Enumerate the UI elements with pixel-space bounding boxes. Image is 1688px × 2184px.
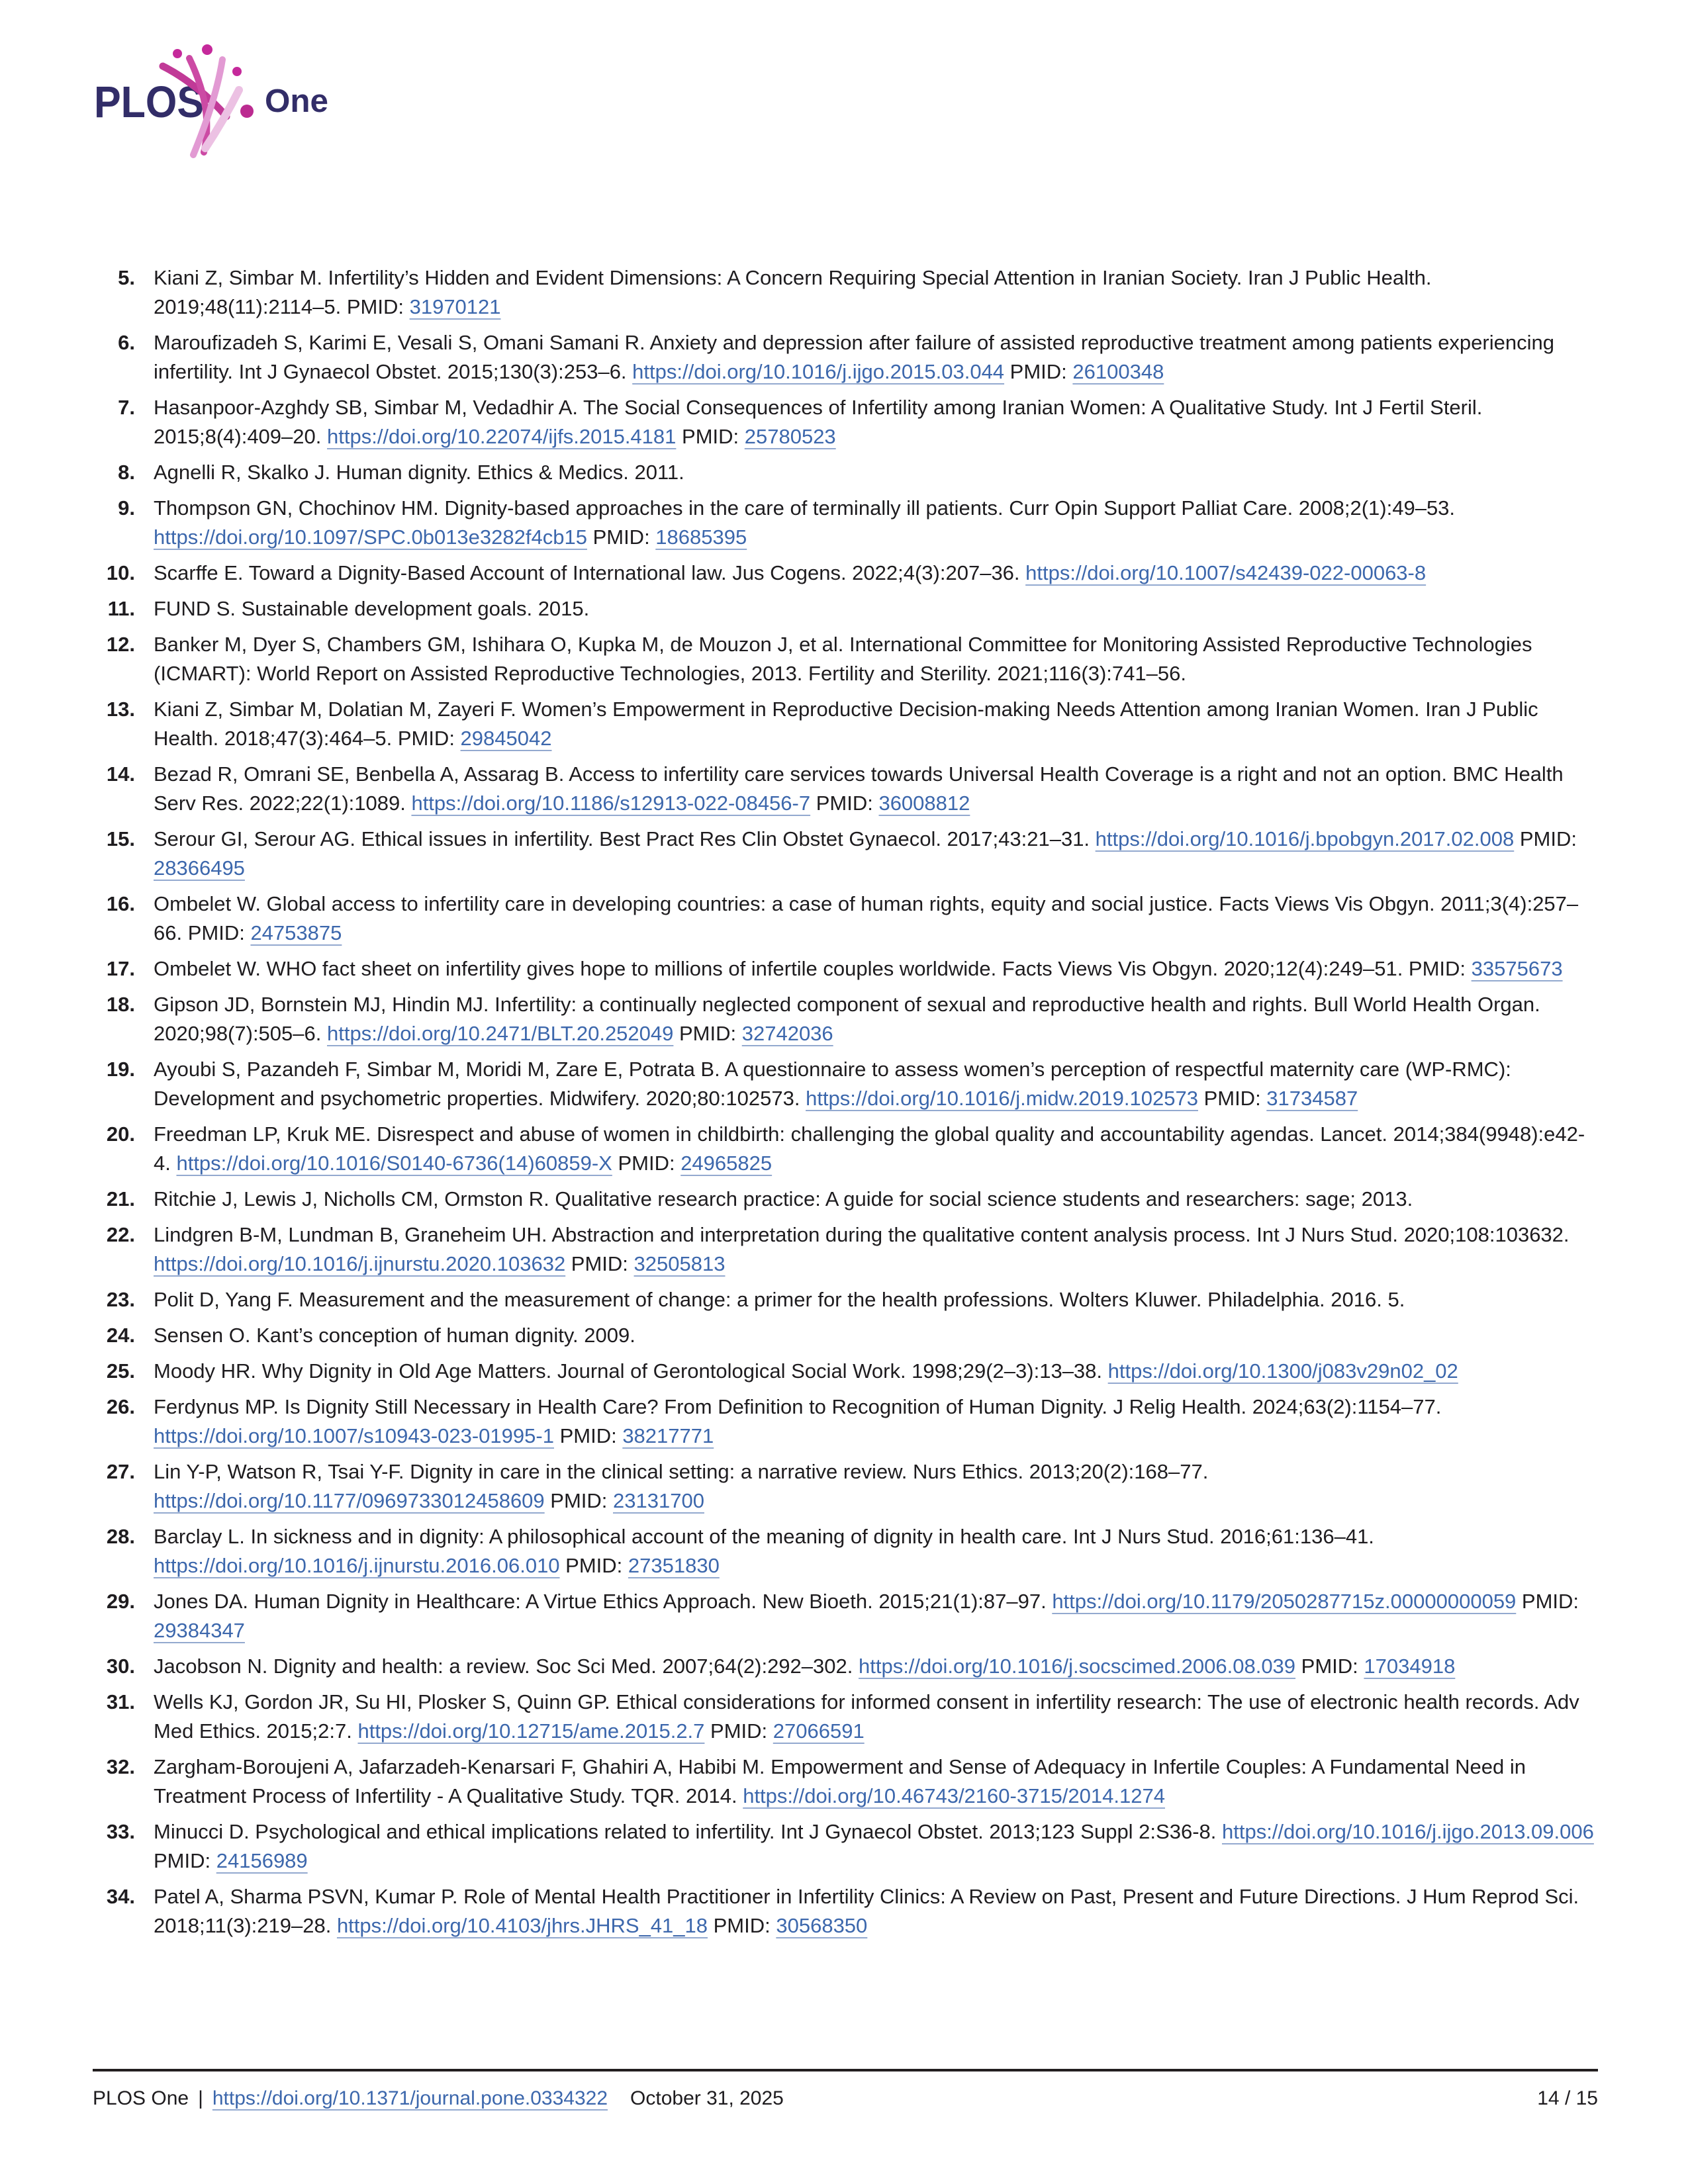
reference-link[interactable]: https://doi.org/10.22074/ijfs.2015.4181 [327,425,677,448]
reference-number: 18. [106,993,135,1016]
reference-link[interactable]: https://doi.org/10.1300/j083v29n02_02 [1107,1359,1458,1383]
reference-link[interactable]: 18685395 [655,525,747,549]
reference-item [93,1817,1598,1876]
reference-link[interactable]: 36008812 [878,792,970,815]
reference-item [93,1055,1598,1113]
reference-item [93,1285,1598,1314]
reference-link[interactable]: https://doi.org/10.1016/S0140-6736(14)60859-X [176,1152,612,1175]
reference-text-segment: Bezad R, Omrani SE, Benbella A, Assarag B. Access to infertility care services towards Universal Health Coverage is a right and not an option. BMC Health Serv Res. 2022;22(1):1089. [154,762,1564,815]
reference-item [93,954,1598,983]
reference-number: 21. [106,1187,135,1210]
reference-number: 31. [106,1690,135,1713]
reference-text-segment: Polit D, Yang F. Measurement and the measurement of change: a primer for the health professions. Wolters Kluwer. Philadelphia. 2016. 5. [154,1288,1405,1311]
reference-text-segment: Agnelli R, Skalko J. Human dignity. Ethics & Medics. 2011. [154,461,684,484]
reference-link[interactable]: https://doi.org/10.4103/jhrs.JHRS_41_18 [336,1914,708,1937]
reference-text-segment: PMID: [1295,1655,1364,1678]
reference-text-segment: Moody HR. Why Dignity in Old Age Matters. Journal of Gerontological Social Work. 1998;29(2–3):13–38. [154,1359,1108,1383]
reference-text-segment: PMID: [1516,1590,1579,1613]
reference-number: 28. [106,1525,135,1548]
reference-number: 26. [106,1395,135,1418]
reference-text-segment: Jones DA. Human Dignity in Healthcare: A Virtue Ethics Approach. New Bioeth. 2015;21(1):87–97. [154,1590,1053,1613]
reference-number: 29. [106,1590,135,1613]
reference-text [154,1688,1598,1746]
reference-link[interactable]: 27066591 [773,1719,865,1743]
reference-link[interactable]: 26100348 [1072,360,1164,383]
reference-link[interactable]: https://doi.org/10.1016/j.bpobgyn.2017.02.008 [1095,827,1515,850]
reference-number: 11. [107,597,135,620]
reference-link[interactable]: https://doi.org/10.1016/j.socscimed.2006.08.039 [858,1655,1296,1678]
reference-item [93,1688,1598,1746]
reference-text-segment: FUND S. Sustainable development goals. 2015. [154,597,590,620]
reference-text-segment: PMID: [1197,1087,1267,1110]
reference-link[interactable]: https://doi.org/10.1016/j.ijnurstu.2020.103632 [154,1252,566,1275]
reference-text-segment: Kiani Z, Simbar M, Dolatian M, Zayeri F. Women’s Empowerment in Reproductive Decision-making Needs Attention among Iranian Women. Iran J Public Health. 2018;47(3):464–5. PMID: [154,698,1538,750]
reference-text-segment: Patel A, Sharma PSVN, Kumar P. Role of Mental Health Practitioner in Infertility Clinics: A Review on Past, Present and Future Directions. J Hum Reprod Sci. 2018;11(3):219–28. [154,1885,1579,1937]
reference-link[interactable]: https://doi.org/10.1016/j.ijgo.2015.03.044 [632,360,1005,383]
reference-link[interactable]: 24156989 [216,1849,308,1872]
reference-text [154,1522,1598,1580]
reference-text-segment: PMID: [704,1719,773,1743]
reference-link[interactable]: https://doi.org/10.1097/SPC.0b013e3282f4cb15 [154,525,587,549]
reference-text [154,825,1598,883]
reference-text-segment: PMID: [565,1252,634,1275]
reference-text-segment: Lin Y-P, Watson R, Tsai Y-F. Dignity in care in the clinical setting: a narrative review. Nurs Ethics. 2013;20(2):168–77. [154,1460,1209,1483]
reference-item [93,1120,1598,1178]
reference-link[interactable]: https://doi.org/10.1016/j.midw.2019.102573 [806,1087,1198,1110]
reference-number: 17. [106,957,135,980]
reference-text [154,263,1598,322]
reference-text-segment: Kiani Z, Simbar M. Infertility’s Hidden and Evident Dimensions: A Concern Requiring Special Attention in Iranian Society. Iran J Public Health. 2019;48(11):2114–5. PMID: [154,266,1432,318]
reference-number: 25. [106,1359,135,1383]
reference-item [93,1321,1598,1350]
reference-item [93,594,1598,623]
reference-text-segment: Thompson GN, Chochinov HM. Dignity-based approaches in the care of terminally ill patients. Curr Opin Support Palliat Care. 2008;2(1):49–53. [154,496,1456,520]
reference-link[interactable]: 30568350 [776,1914,868,1937]
reference-link[interactable]: https://doi.org/10.1179/2050287715z.00000000059 [1052,1590,1517,1613]
reference-item [93,825,1598,883]
page-number: 14 / 15 [1537,2087,1598,2109]
reference-number: 24. [106,1324,135,1347]
reference-text [154,760,1598,818]
reference-link[interactable]: 27351830 [628,1554,720,1577]
reference-text-segment: PMID: [1514,827,1577,850]
reference-link[interactable]: 32505813 [633,1252,726,1275]
reference-number: 19. [106,1058,135,1081]
reference-link[interactable]: 24965825 [680,1152,773,1175]
reference-text-segment: PMID: [612,1152,681,1175]
reference-number: 13. [106,698,135,721]
reference-number: 32. [106,1755,135,1778]
reference-text-segment: PMID: [553,1424,623,1447]
reference-item [93,695,1598,753]
reference-text [154,1752,1598,1811]
reference-link[interactable]: 32742036 [741,1022,833,1045]
reference-number: 9. [118,496,135,520]
reference-text-segment: Maroufizadeh S, Karimi E, Vesali S, Omani Samani R. Anxiety and depression after failure of assisted reproductive treatment among patients experiencing infertility. Int J Gynaecol Obstet. 2015;130(3):253–6. [154,331,1554,383]
reference-text [154,1652,1598,1681]
logo-plos-text: PLOS [94,77,204,127]
reference-item [93,889,1598,948]
reference-text [154,889,1598,948]
reference-text [154,494,1598,552]
reference-text [154,559,1598,588]
footer-date: October 31, 2025 [630,2087,784,2109]
reference-link[interactable]: 31970121 [409,295,501,318]
reference-link[interactable]: 23131700 [613,1489,704,1512]
reference-text [154,328,1598,387]
reference-text-segment: PMID: [154,1849,216,1872]
reference-link[interactable]: 29384347 [154,1619,245,1642]
footer-doi-link[interactable]: https://doi.org/10.1371/journal.pone.0334322 [212,2087,608,2109]
reference-text-segment: Banker M, Dyer S, Chambers GM, Ishihara O, Kupka M, de Mouzon J, et al. International Committee for Monitoring Assisted Reproductive Technologies (ICMART): World Report on Assisted Reproductive Technologies, 2013. Fertility and Sterility. 2021;116(3):741–56. [154,633,1532,685]
reference-number: 30. [106,1655,135,1678]
reference-item [93,1185,1598,1214]
reference-text-segment: Zargham-Boroujeni A, Jafarzadeh-Kenarsari F, Ghahiri A, Habibi M. Empowerment and Sense of Adequacy in Infertile Couples: A Fundamental Need in Treatment Process of Infertility - A Qualitative Study. TQR. 2014. [154,1755,1526,1807]
reference-number: 10. [106,561,135,584]
reference-text-segment: PMID: [1004,360,1073,383]
reference-text [154,458,1598,487]
reference-link[interactable]: https://doi.org/10.2471/BLT.20.252049 [327,1022,674,1045]
reference-link[interactable]: 31734587 [1266,1087,1358,1110]
reference-text-segment: Gipson JD, Bornstein MJ, Hindin MJ. Infertility: a continually neglected component of sexual and reproductive health and rights. Bull World Health Organ. 2020;98(7):505–6. [154,993,1540,1045]
reference-text-segment: Jacobson N. Dignity and health: a review. Soc Sci Med. 2007;64(2):292–302. [154,1655,859,1678]
reference-text-segment: Hasanpoor-Azghdy SB, Simbar M, Vedadhir A. The Social Consequences of Infertility among Iranian Women: A Qualitative Study. Int J Fertil Steril. 2015;8(4):409–20. [154,396,1483,448]
reference-text-segment: PMID: [810,792,879,815]
reference-text-segment: Ritchie J, Lewis J, Nicholls CM, Ormston R. Qualitative research practice: A guide for social science students and researchers: sage; 2013. [154,1187,1413,1210]
reference-text [154,1587,1598,1645]
reference-text [154,1457,1598,1516]
reference-item [93,559,1598,588]
reference-text-segment: Ayoubi S, Pazandeh F, Simbar M, Moridi M, Zare E, Potrata B. A questionnaire to assess women’s perception of respectful maternity care (WP-RMC): Development and psychometric properties. Midwifery. 2020;80:102573. [154,1058,1511,1110]
reference-text [154,1321,1598,1350]
reference-number: 15. [106,827,135,850]
reference-number: 22. [106,1223,135,1246]
reference-text [154,954,1598,983]
reference-text-segment: Freedman LP, Kruk ME. Disrespect and abuse of women in childbirth: challenging the global quality and accountability agendas. Lancet. 2014;384(9948):e42-4. [154,1122,1585,1175]
plos-one-logo [79,38,371,164]
reference-text-segment: PMID: [676,425,745,448]
reference-text [154,1392,1598,1451]
reference-item [93,1882,1598,1940]
reference-text [154,1882,1598,1940]
reference-text-segment: Sensen O. Kant’s conception of human dignity. 2009. [154,1324,635,1347]
reference-text [154,594,1598,623]
reference-link[interactable]: 28366495 [154,856,245,880]
reference-link[interactable]: 29845042 [460,727,552,750]
reference-text [154,990,1598,1048]
reference-number: 20. [106,1122,135,1146]
reference-number: 14. [106,762,135,786]
reference-text-segment: Barclay L. In sickness and in dignity: A philosophical account of the meaning of dignity in health care. Int J Nurs Stud. 2016;61:136–41. [154,1525,1374,1548]
reference-text-segment: Scarffe E. Toward a Dignity-Based Account of International law. Jus Cogens. 2022;4(3):207–36. [154,561,1026,584]
reference-text-segment: Wells KJ, Gordon JR, Su HI, Plosker S, Quinn GP. Ethical considerations for informed consent in infertility research: The use of electronic health records. Adv Med Ethics. 2015;2:7. [154,1690,1579,1743]
reference-number: 6. [118,331,135,354]
reference-text [154,1185,1598,1214]
reference-number: 5. [118,266,135,289]
reference-number: 8. [118,461,135,484]
reference-text [154,1285,1598,1314]
reference-item [93,1652,1598,1681]
reference-link[interactable]: https://doi.org/10.1016/j.ijnurstu.2016.06.010 [154,1554,560,1577]
reference-link[interactable]: https://doi.org/10.46743/2160-3715/2014.1274 [743,1784,1165,1807]
references-section [93,263,1598,1947]
reference-item [93,760,1598,818]
reference-link[interactable]: https://doi.org/10.1007/s42439-022-00063-8 [1025,561,1427,584]
reference-text-segment: Serour GI, Serour AG. Ethical issues in infertility. Best Pract Res Clin Obstet Gynaecol. 2017;43:21–31. [154,827,1096,850]
reference-link[interactable]: https://doi.org/10.1007/s10943-023-01995-1 [154,1424,554,1447]
reference-number: 12. [106,633,135,656]
footer-journal-name: PLOS One [93,2087,189,2109]
page-footer [93,2069,1598,2110]
reference-item [93,1392,1598,1451]
reference-item [93,393,1598,451]
reference-text [154,695,1598,753]
reference-link[interactable]: https://doi.org/10.1177/0969733012458609 [154,1489,545,1512]
reference-link[interactable]: 33575673 [1471,957,1563,980]
reference-link[interactable]: https://doi.org/10.1016/j.ijgo.2013.09.006 [1221,1820,1594,1843]
reference-item [93,990,1598,1048]
reference-item [93,328,1598,387]
reference-number: 27. [106,1460,135,1483]
reference-item [93,1457,1598,1516]
reference-text [154,1120,1598,1178]
reference-item [93,1220,1598,1279]
reference-list [93,263,1598,1940]
reference-text [154,630,1598,688]
reference-text-segment: Ombelet W. WHO fact sheet on infertility gives hope to millions of infertile couples worldwide. Facts Views Vis Obgyn. 2020;12(4):249–51. PMID: [154,957,1472,980]
footer-divider [93,2069,1598,2071]
reference-link[interactable]: 17034918 [1364,1655,1456,1678]
reference-text [154,1220,1598,1279]
footer-citation [93,2087,784,2110]
reference-item [93,1587,1598,1645]
reference-text-segment: Ombelet W. Global access to infertility care in developing countries: a case of human rights, equity and social justice. Facts Views Vis Obgyn. 2011;3(4):257–66. PMID: [154,892,1579,944]
reference-link[interactable]: 24753875 [250,921,342,944]
reference-item [93,1357,1598,1386]
reference-link[interactable]: https://doi.org/10.1186/s12913-022-08456-7 [411,792,811,815]
reference-text [154,393,1598,451]
reference-item [93,458,1598,487]
reference-text-segment: Ferdynus MP. Is Dignity Still Necessary in Health Care? From Definition to Recognition of Human Dignity. J Relig Health. 2024;63(2):1154–77. [154,1395,1442,1418]
reference-text [154,1817,1598,1876]
reference-text-segment: PMID: [559,1554,628,1577]
reference-link[interactable]: 25780523 [744,425,836,448]
reference-item [93,630,1598,688]
reference-number: 34. [106,1885,135,1908]
reference-link[interactable]: https://doi.org/10.12715/ame.2015.2.7 [357,1719,705,1743]
reference-number: 33. [106,1820,135,1843]
reference-text [154,1055,1598,1113]
reference-text [154,1357,1598,1386]
reference-item [93,263,1598,322]
reference-text-segment: Minucci D. Psychological and ethical implications related to infertility. Int J Gynaecol Obstet. 2013;123 Suppl 2:S36-8. [154,1820,1222,1843]
reference-item [93,1752,1598,1811]
page-header [79,38,384,171]
reference-text-segment: PMID: [708,1914,776,1937]
reference-item [93,494,1598,552]
reference-text-segment: PMID: [673,1022,742,1045]
reference-item [93,1522,1598,1580]
reference-text-segment: Lindgren B-M, Lundman B, Graneheim UH. Abstraction and interpretation during the qualitative content analysis process. Int J Nurs Stud. 2020;108:103632. [154,1223,1570,1246]
reference-number: 23. [106,1288,135,1311]
reference-number: 7. [118,396,135,419]
reference-text-segment: PMID: [586,525,656,549]
footer-separator: | [198,2087,203,2109]
reference-number: 16. [106,892,135,915]
reference-link[interactable]: 38217771 [622,1424,714,1447]
reference-text-segment: PMID: [544,1489,614,1512]
logo-one-text: One [265,83,328,119]
